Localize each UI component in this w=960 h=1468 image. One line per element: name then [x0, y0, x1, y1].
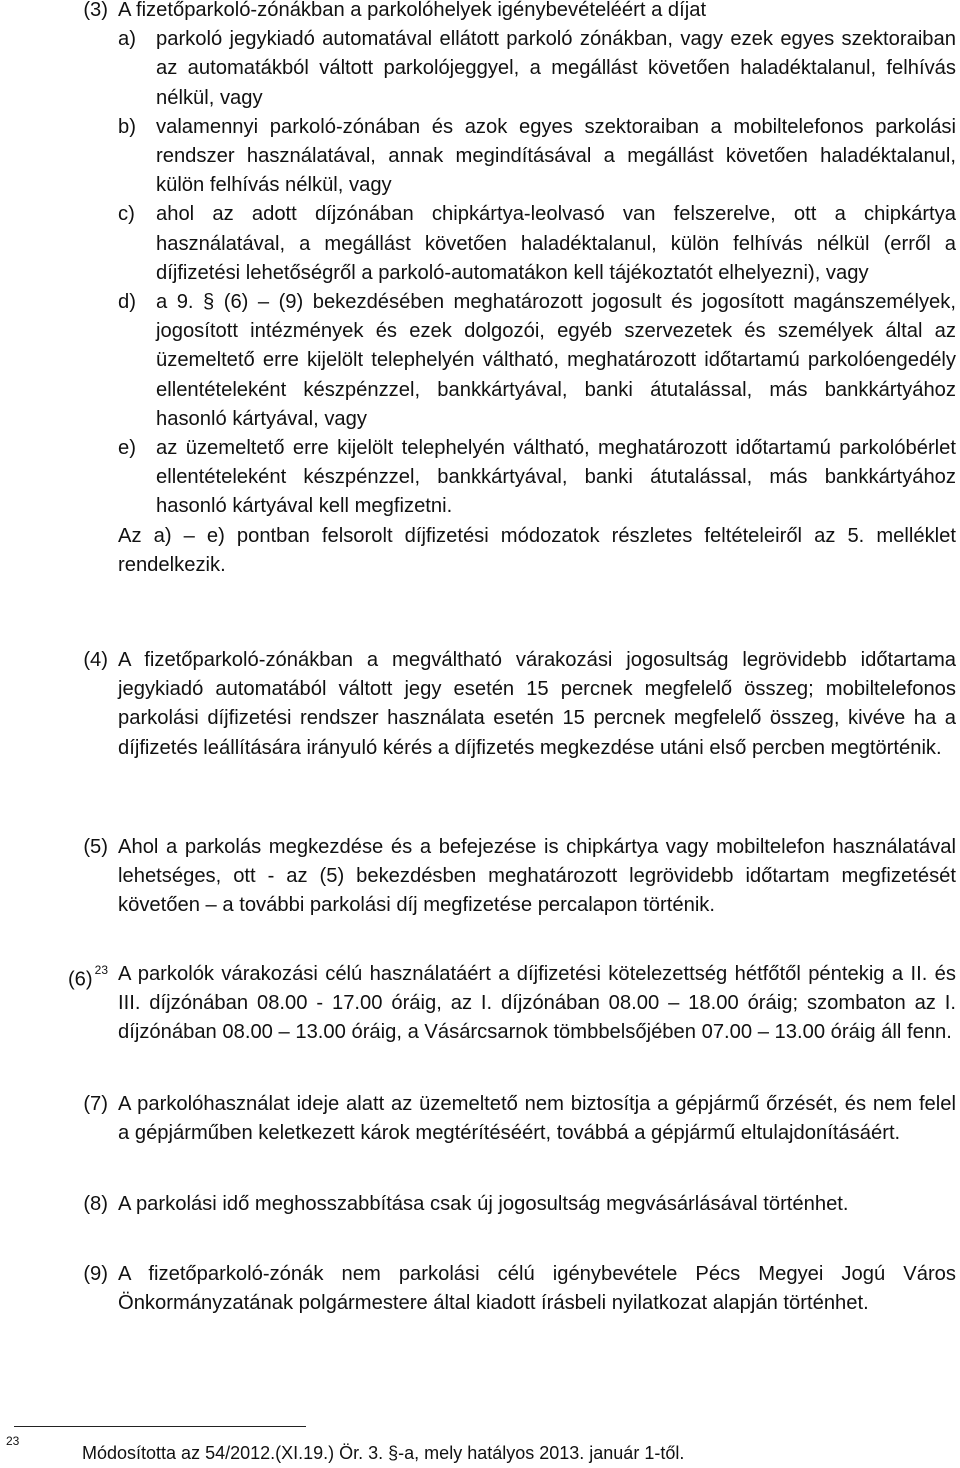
list-item-text: ahol az adott díjzónában chipkártya-leolvasó van felszerelve, ott a chipkártya használatával, a megállást követően haladéktalanul, külön felhívás nélkül (erről a díjfizetési lehetőségről a parkoló-automatákon kell tájékoztatót elhelyezni), vagy: [156, 203, 956, 284]
list-item-text: valamennyi parkoló-zónában és azok egyes szektoraiban a mobiltelefonos parkolási rendszer használatával, annak megindításával a megállást követően haladéktalanul, külön felhívás nélkül, vagy: [156, 115, 956, 197]
list-item-b: [118, 113, 956, 201]
list-item-label: b): [118, 115, 136, 138]
paragraph-number: [0, 960, 108, 995]
paragraph-text: A parkolási idő meghosszabbítása csak új jogosultság megvásárlásával történhet.: [118, 1193, 849, 1215]
paragraph-number: (4): [83, 649, 108, 671]
list-item-text: a 9. § (6) – (9) bekezdésében meghatározott jogosult és jogosított magánszemélyek, jogosított intézmények és ezek dolgozói, egyéb szervezetek és személyek által az üzemeltető erre kijelölt telephelyén váltható, meghatározott időtartamú parkolóengedély ellentételeként készpénzzel, bankkártyával, banki átutalással, más bankkártyához hasonló kártyával, vagy: [156, 291, 956, 430]
paragraph-number: (7): [83, 1093, 108, 1115]
list-item-text: az üzemeltető erre kijelölt telephelyén váltható, meghatározott időtartamú parkolóbérlet ellentételeként készpénzzel, bankkártyával, banki átutalással, más bankkártyához hasonló kártyával kell megfizetni.: [156, 437, 956, 518]
list-item-text: parkoló jegykiadó automatával ellátott parkoló zónákban, vagy ezek egyes szektoraiban az automatákból váltott parkolójeggyel, a megállást követően haladéktalanul, felhívás nélkül, vagy: [156, 28, 956, 109]
paragraph-number: (3): [83, 0, 108, 21]
paragraph-text: A parkolóhasználat ideje alatt az üzemeltető nem biztosítja a gépjármű őrzését, és nem felel a gépjárműben keletkezett károk megtérítéséért, továbbá a gépjármű eltulajdonításáért.: [118, 1093, 956, 1145]
list-item-d: [118, 288, 956, 434]
list-item-label: a): [118, 28, 136, 51]
paragraph-number: (5): [83, 836, 108, 858]
paragraph-text: Ahol a parkolás megkezdése és a befejezése is chipkártya vagy mobiltelefon használatával lehetséges, ott - az (5) bekezdésben meghatározott legrövidebb időtartam megfizetését követően – a további parkolási díj megfizetése percalapon történik.: [118, 836, 956, 917]
list-item-a: [118, 25, 956, 113]
list-item-e: [118, 434, 956, 522]
paragraph-intro: A fizetőparkoló-zónákban a parkolóhelyek igénybevételéért a díjat: [118, 0, 707, 21]
paragraph-closing: Az a) – e) pontban felsorolt díjfizetési módozatok részletes feltételeiről az 5. melléklet rendelkezik.: [118, 524, 956, 576]
paragraph-text: A fizetőparkoló-zónákban a megváltható várakozási jogosultság legrövidebb időtartama jegykiadó automatából váltott jegy esetén 15 percnek megfelelő összeg; mobiltelefonos parkolási díjfizetési rendszer használata esetén 15 percnek megfelelő összeg, kivéve ha a díjfizetés leállítására irányuló kérés a díjfizetés megkezdése utáni első percben megtörténik.: [118, 649, 956, 759]
list-item-label: d): [118, 291, 136, 314]
list-item-label: e): [118, 437, 136, 460]
paragraph-number-label: (6): [67, 968, 93, 991]
footnote-number: 23: [6, 1434, 20, 1448]
paragraph-body: [118, 0, 956, 580]
footnote-text: Módosította az 54/2012.(XI.19.) Ör. 3. §-a, mely hatályos 2013. január 1-től.: [82, 1443, 685, 1463]
paragraph-text: A fizetőparkoló-zónák nem parkolási célú igénybevétele Pécs Megyei Jogú Város Önkormányzatának polgármestere által kiadott írásbeli nyilatkozat alapján történhet.: [118, 1263, 956, 1315]
list-item-c: [118, 200, 956, 288]
paragraph-number: (8): [83, 1193, 108, 1215]
paragraph-text: A parkolók várakozási célú használatáért a díjfizetési kötelezettség hétfőtől péntekig a II. és III. díjzónában 08.00 - 17.00 óráig, az I. díjzónában 08.00 – 18.00 óráig; szombaton az I. díjzónában 08.00 – 13.00 óráig, a Vásárcsarnok tömbbelsőjében 07.00 – 13.00 óráig áll fenn.: [118, 963, 956, 1044]
footnote-reference[interactable]: 23: [94, 963, 108, 977]
footnote-divider: [14, 1426, 306, 1427]
list-item-label: c): [118, 203, 135, 226]
paragraph-number: (9): [83, 1263, 108, 1285]
